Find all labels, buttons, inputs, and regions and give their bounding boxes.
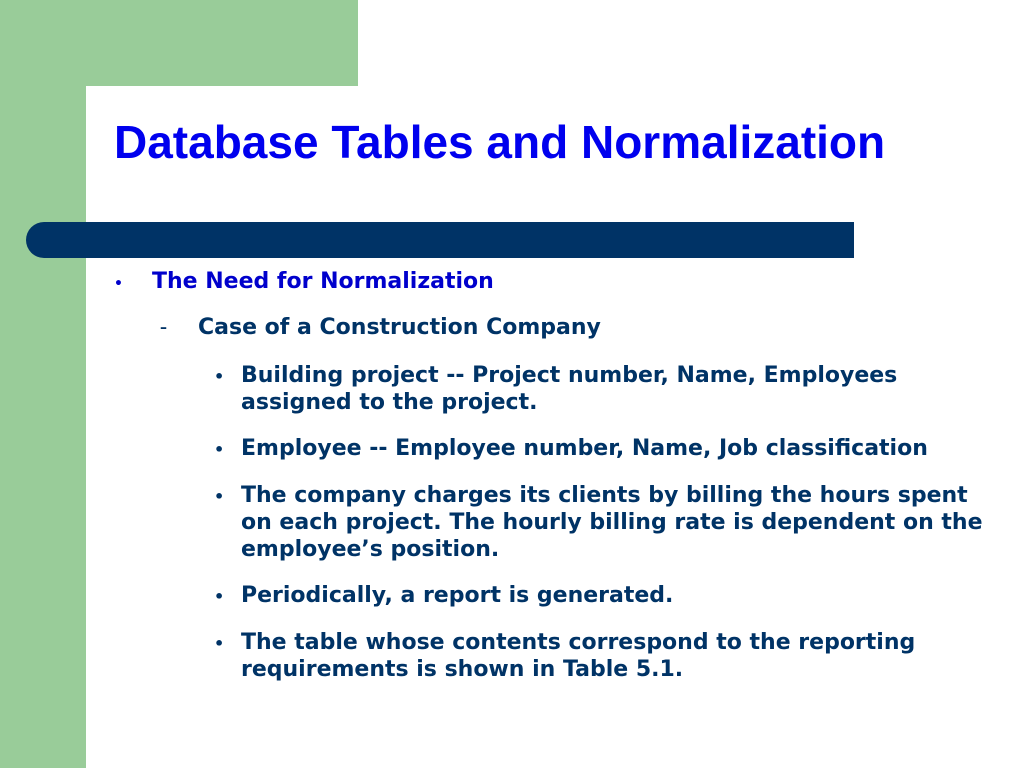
list-item — [214, 582, 1004, 610]
list-item-text: Employee -- Employee number, Name, Job classification — [241, 436, 928, 461]
title-divider-bar — [26, 222, 854, 258]
list-item — [214, 435, 1004, 463]
bullet-dot-icon: • — [214, 634, 225, 653]
green-side-band — [0, 0, 86, 768]
bullet-level-1 — [114, 268, 994, 298]
bullet-dot-icon: • — [214, 440, 225, 459]
list-item-text: Periodically, a report is generated. — [241, 583, 674, 608]
list-item-text: The company charges its clients by billing the hours spent on each project. The hourly billing rate is dependent on the employee’s position. — [241, 483, 983, 562]
bullet-level-1-text: The Need for Normalization — [152, 269, 494, 294]
bullet-level-3-list — [214, 362, 1004, 702]
list-item-text: Building project -- Project number, Name, Employees assigned to the project. — [241, 363, 898, 415]
slide-title: Database Tables and Normalization — [114, 116, 886, 168]
list-item — [214, 482, 1004, 563]
list-item — [214, 629, 1004, 683]
bullet-level-2-text: Case of a Construction Company — [198, 315, 601, 340]
bullet-dot-icon: • — [114, 276, 123, 292]
list-item — [214, 362, 1004, 416]
dash-marker-icon: – — [160, 320, 167, 336]
bullet-dot-icon: • — [214, 587, 225, 606]
bullet-level-2 — [160, 314, 1000, 342]
list-item-text: The table whose contents correspond to the reporting requirements is shown in Table 5.1. — [241, 630, 916, 682]
bullet-dot-icon: • — [214, 367, 225, 386]
bullet-dot-icon: • — [214, 487, 225, 506]
green-top-band — [0, 0, 358, 86]
